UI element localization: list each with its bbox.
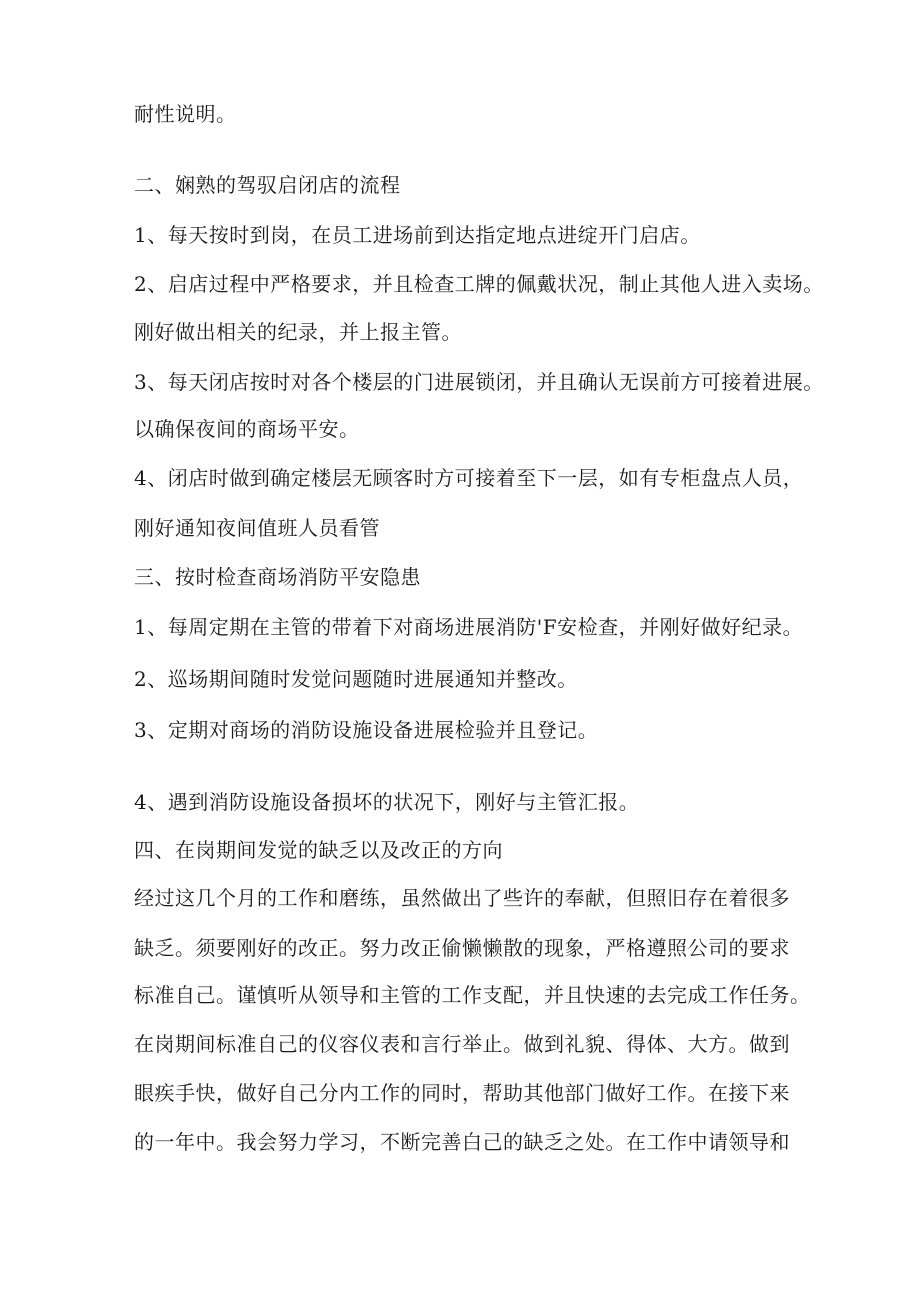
text-line: 3、定期对商场的消防设施设备进展检验并且登记。: [134, 718, 599, 742]
section-heading-4: 四、在岗期间发觉的缺乏以及改正的方向: [134, 838, 503, 862]
text-line: 4、闭店时做到确定楼层无顾客时方可接着至下一层，如有专柜盘点人员，: [134, 466, 804, 490]
text-line: 刚好通知夜间值班人员看管: [134, 516, 380, 540]
text-line: 1、每天按时到岗，在员工进场前到达指定地点进绽开门启店。: [134, 223, 701, 247]
section-heading-3: 三、按时检查商场消防平安隐患: [134, 565, 421, 589]
text-line: 缺乏。须要刚好的改正。努力改正偷懒懒散的现象，严格遵照公司的要求: [134, 936, 790, 960]
text-line: 眼疾手快，做好自己分内工作的同时，帮助其他部门做好工作。在接下来: [134, 1081, 790, 1105]
text-line: 在岗期间标准自己的仪容仪表和言行举止。做到礼貌、得体、大方。做到: [134, 1032, 790, 1056]
text-line: 耐性说明。: [134, 102, 237, 126]
section-heading-2: 二、娴熟的驾驭启闭店的流程: [134, 173, 401, 197]
text-line: 1、每周定期在主管的带着下对商场进展消防'F安检查，并刚好做好纪录。: [134, 615, 804, 639]
text-line: 经过这几个月的工作和磨练，虽然做出了些许的奉献，但照旧存在着很多: [134, 886, 790, 910]
text-line: 的一年中。我会努力学习，不断完善白己的缺乏之处。在工作中请领导和: [134, 1130, 790, 1154]
text-line: 以确保夜间的商场平安。: [134, 417, 360, 441]
text-line: 2、启店过程中严格要求，并且检查工牌的佩戴状况，制止其他人进入卖场。: [134, 272, 824, 296]
text-line: 4、遇到消防设施设备损坏的状况下，刚好与主管汇报。: [134, 790, 640, 814]
text-line: 2、巡场期间随时发觉问题随时进展通知并整改。: [134, 667, 578, 691]
text-line: 3、每天闭店按时对各个楼层的门进展锁闭，并且确认无误前方可接着进展。: [134, 370, 824, 394]
text-line: 刚好做出相关的纪录，并上报主管。: [134, 320, 462, 344]
text-line: 标准自己。谨慎听从领导和主管的工作支配，并且快速的去完成工作任务。: [134, 983, 811, 1007]
